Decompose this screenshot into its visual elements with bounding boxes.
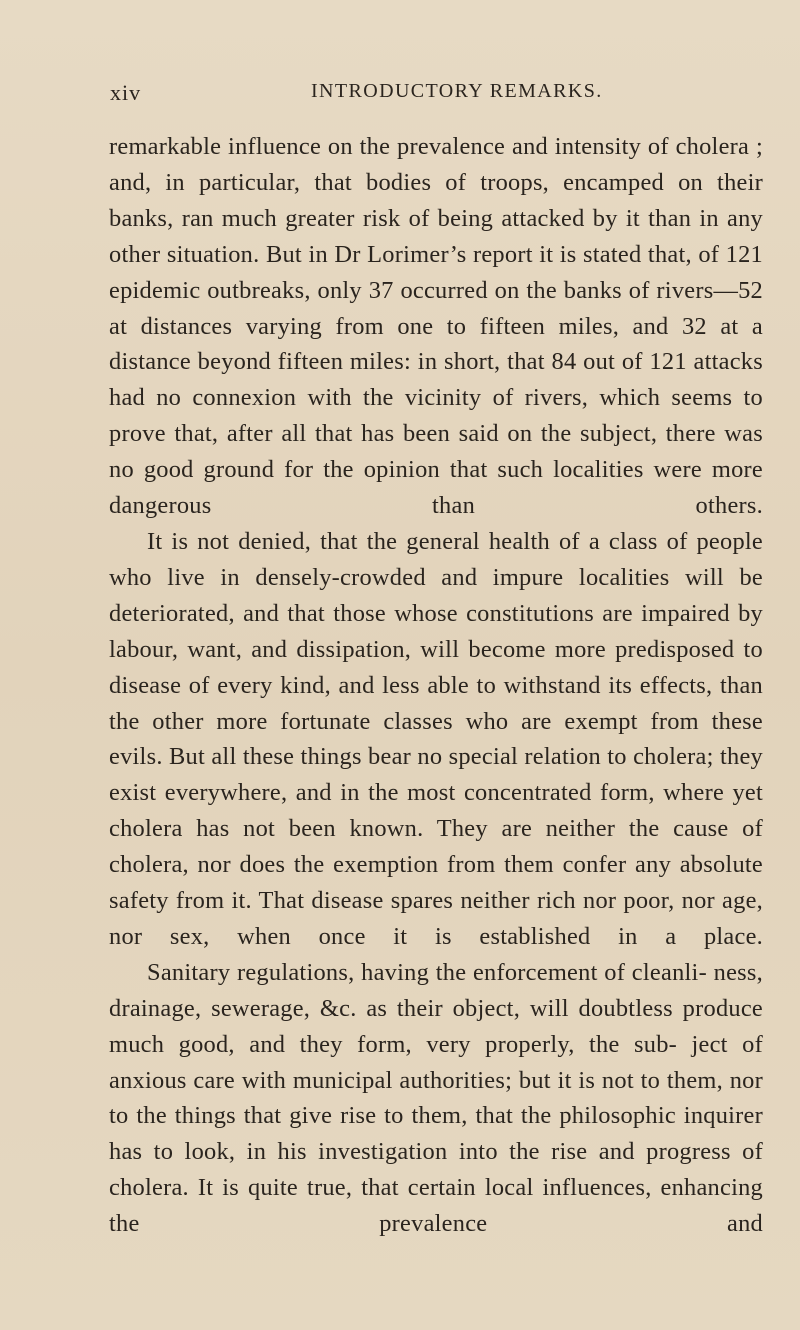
body-text	[109, 129, 763, 1242]
paragraph-1: remarkable influence on the prevalence and intensity of cholera ; and, in particular, that bodies of troops, encamped on their banks, ran much greater risk of being attacked by it than in any other situation. But in Dr Lorimer’s report it is stated that, of 121 epidemic outbreaks, only 37 occurred on the banks of rivers—52 at distances varying from one to fifteen miles, and 32 at a distance beyond fifteen miles: in short, that 84 out of 121 attacks had no connexion with the vicinity of rivers, which seems to prove that, after all that has been said on the subject, there was no good ground for the opinion that such localities were more dangerous than others.	[109, 133, 763, 520]
paragraph-2: It is not denied, that the general health of a class of people who live in densely-crowded and impure localities will be deteriorated, and that those whose constitutions are impaired by labour, want, and dissipation, will become more predisposed to disease of every kind, and less able to withstand its effects, than the other more fortunate classes who are exempt from these evils. But all these things bear no special relation to cholera; they exist everywhere, and in the most concentrated form, where yet cholera has not been known. They are neither the cause of cholera, nor does the exemption from them confer any absolute safety from it. That disease spares neither rich nor poor, nor age, nor sex, when once it is established in a place.	[109, 527, 763, 950]
page-number: xiv	[110, 80, 142, 105]
running-head	[110, 80, 760, 110]
running-title: INTRODUCTORY REMARKS.	[311, 80, 603, 102]
paragraph-3: Sanitary regulations, having the enforcement of cleanli- ness, drainage, sewerage, &c. as their object, will doubtless produce much good, and they form, very properly, the sub- ject of anxious care with municipal authorities; but it is not to them, nor to the things that give rise to them, that the philosophic inquirer has to look, in his investigation into the rise and progress of cholera. It is quite true, that certain local influences, enhancing the prevalence and	[109, 958, 763, 1238]
